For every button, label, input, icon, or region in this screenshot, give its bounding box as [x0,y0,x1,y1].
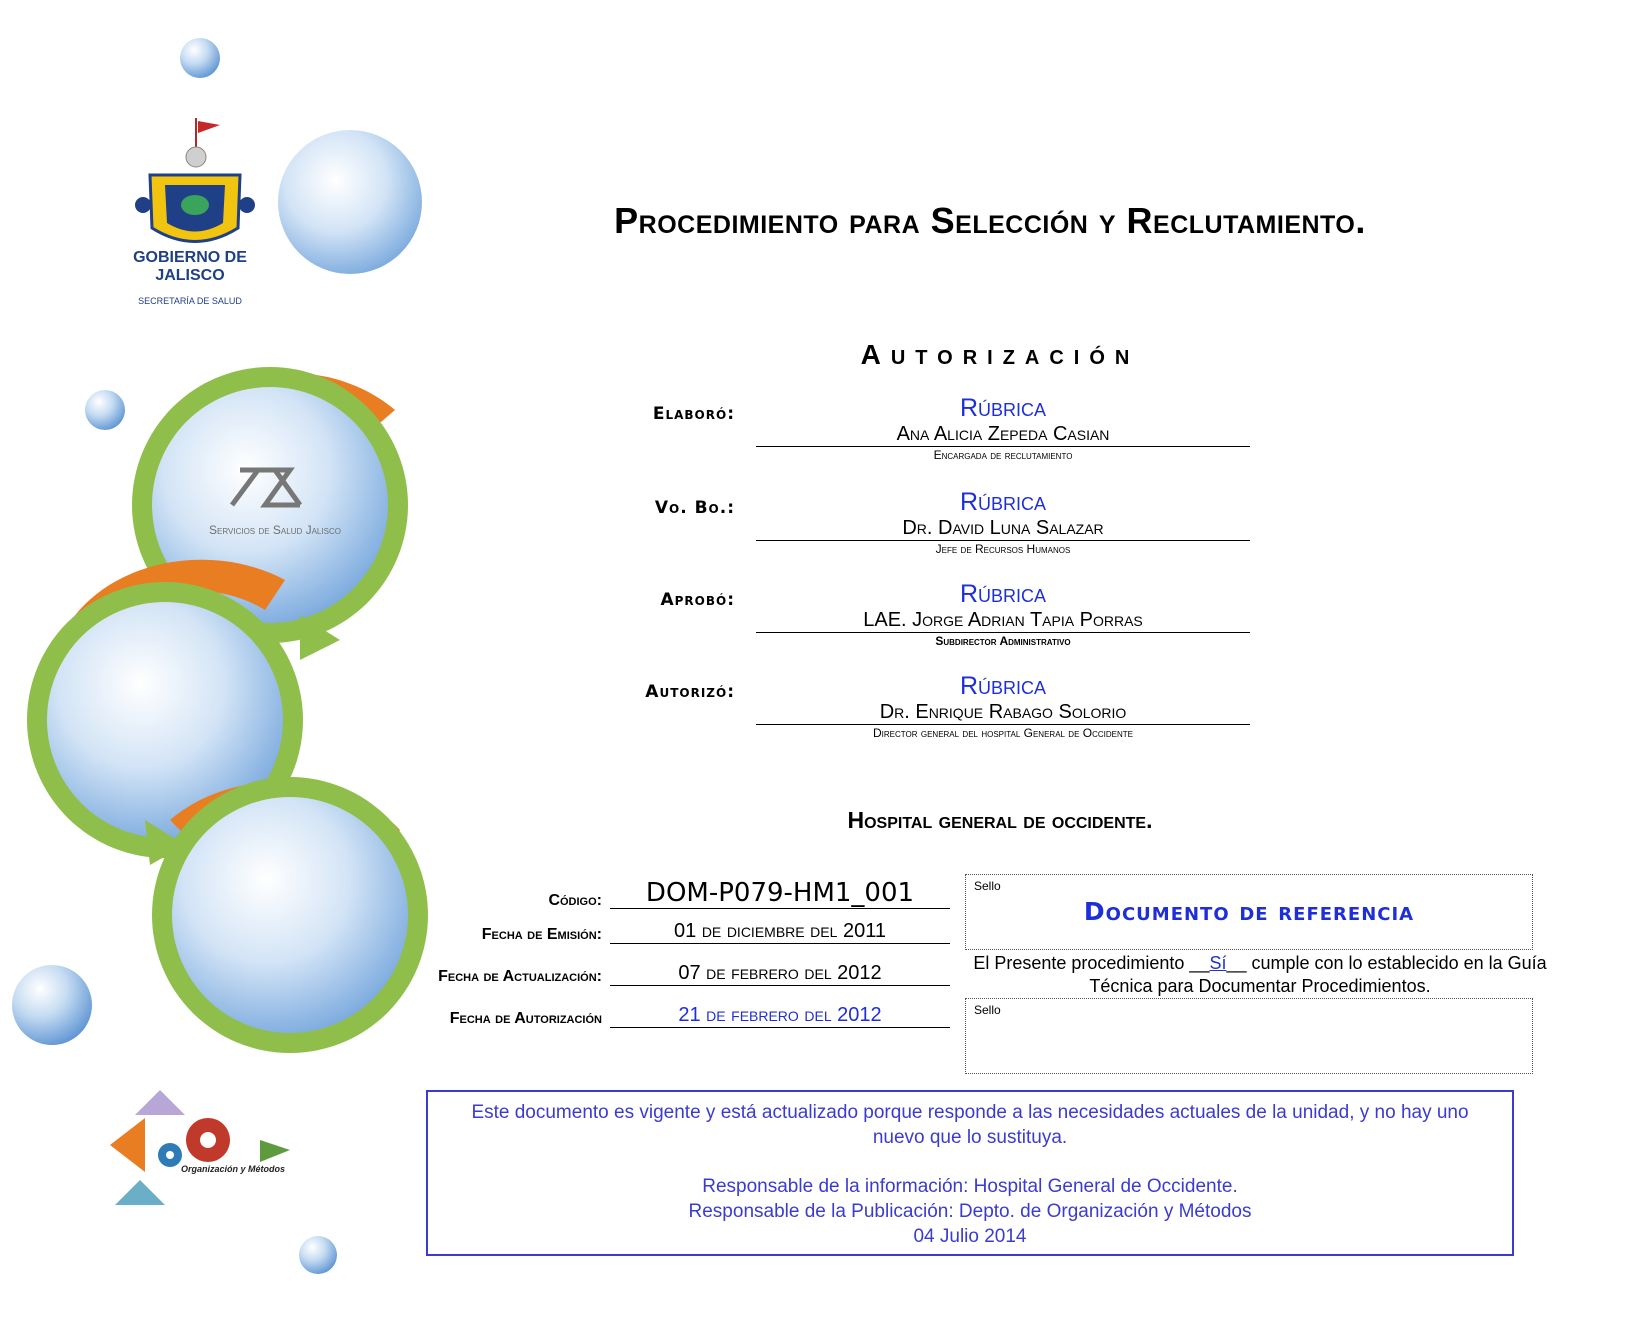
footer-vigente: Este documento es vigente y está actualizado porque responde a las necesidades actuales de la unidad, y no hay uno nuevo que lo sustituya. [471,1102,1469,1148]
autorizacion-label: Fecha de Autorización [449,1010,602,1027]
label-elaboro: Elaboró: [652,404,735,424]
document-title: Procedimiento para Selección y Reclutamiento. [614,200,1366,241]
emision-value: 01 de diciembre del 2011 [610,920,950,944]
signer-name: LAE. Jorge Adrian Tapia Porras [756,608,1250,633]
actualizacion-value: 07 de febrero del 2012 [610,962,950,986]
sello-label: Sello [974,879,1001,893]
emision-label: Fecha de Emisión: [481,926,602,943]
autorizacion-value: 21 de febrero del 2012 [610,1004,950,1028]
signer-name: Dr. Enrique Rabago Solorio [756,700,1250,725]
servicios-salud-text: Servicios de Salud Jalisco [209,523,341,537]
jalisco-shield [135,118,255,242]
ring-3-inner [172,797,408,1033]
signer-role: Encargada de reclutamiento [933,448,1073,462]
signature-autorizo [756,672,1250,741]
org-metodos-text: Organización y Métodos [180,1164,285,1174]
cumple-post: __ cumple con lo establecido en la Guía Técnica para Documentar Procedimientos. [1089,953,1547,996]
bubble-left [85,390,125,430]
signature-aprobo [756,580,1250,649]
sello-box-bottom [965,998,1533,1074]
footer-box [426,1090,1514,1256]
org-metodos-logo [110,1090,290,1205]
bubble-bottom [299,1236,337,1274]
signature-rubrica: Rúbrica [959,672,1047,700]
gobierno-jalisco-title: GOBIERNO DE JALISCO [133,249,247,284]
authorization-heading: Autorización [860,339,1140,370]
hospital-name: Hospital general de occidente. [847,807,1153,833]
signer-role: Subdirector Administrativo [935,634,1071,648]
cumple-pre: El Presente procedimiento __ [973,953,1210,973]
signer-name: Ana Alicia Zepeda Casian [756,422,1250,447]
bubble-small-top [180,38,220,78]
signature-rubrica: Rúbrica [959,488,1047,516]
footer-resp-info: Responsable de la información: Hospital General de Occidente. [702,1176,1238,1197]
bubble-large-top [278,130,422,274]
footer-date: 04 Julio 2014 [913,1226,1027,1247]
bubble-left-low [12,965,92,1045]
footer-resp-pub: Responsable de la Publicación: Depto. de Organización y Métodos [688,1201,1252,1222]
secretaria-salud-subtitle: SECRETARÍA DE SALUD [138,296,242,306]
actualizacion-label: Fecha de Actualización: [438,968,602,985]
documento-referencia: Documento de referencia [1083,897,1415,926]
signature-rubrica: Rúbrica [959,394,1047,422]
cumple-si: Sí [1209,953,1227,973]
signer-role: Jefe de Recursos Humanos [935,542,1071,556]
label-aprobo: Aprobó: [660,590,735,610]
label-vobo: Vo. Bo.: [654,498,735,518]
codigo-label: Código: [548,892,602,909]
signer-role: Director general del hospital General de Occidente [873,726,1133,740]
decorative-circles [0,0,470,1318]
signature-elaboro [756,394,1250,463]
label-autorizo: Autorizó: [645,682,735,702]
sello-label-2: Sello [974,1003,1001,1017]
codigo-value: DOM-P079-HM1_001 [610,878,950,909]
cumple-statement [965,952,1555,998]
sello-box-top [965,874,1533,950]
signature-vobo [756,488,1250,557]
signature-rubrica: Rúbrica [959,580,1047,608]
signer-name: Dr. David Luna Salazar [756,516,1250,541]
